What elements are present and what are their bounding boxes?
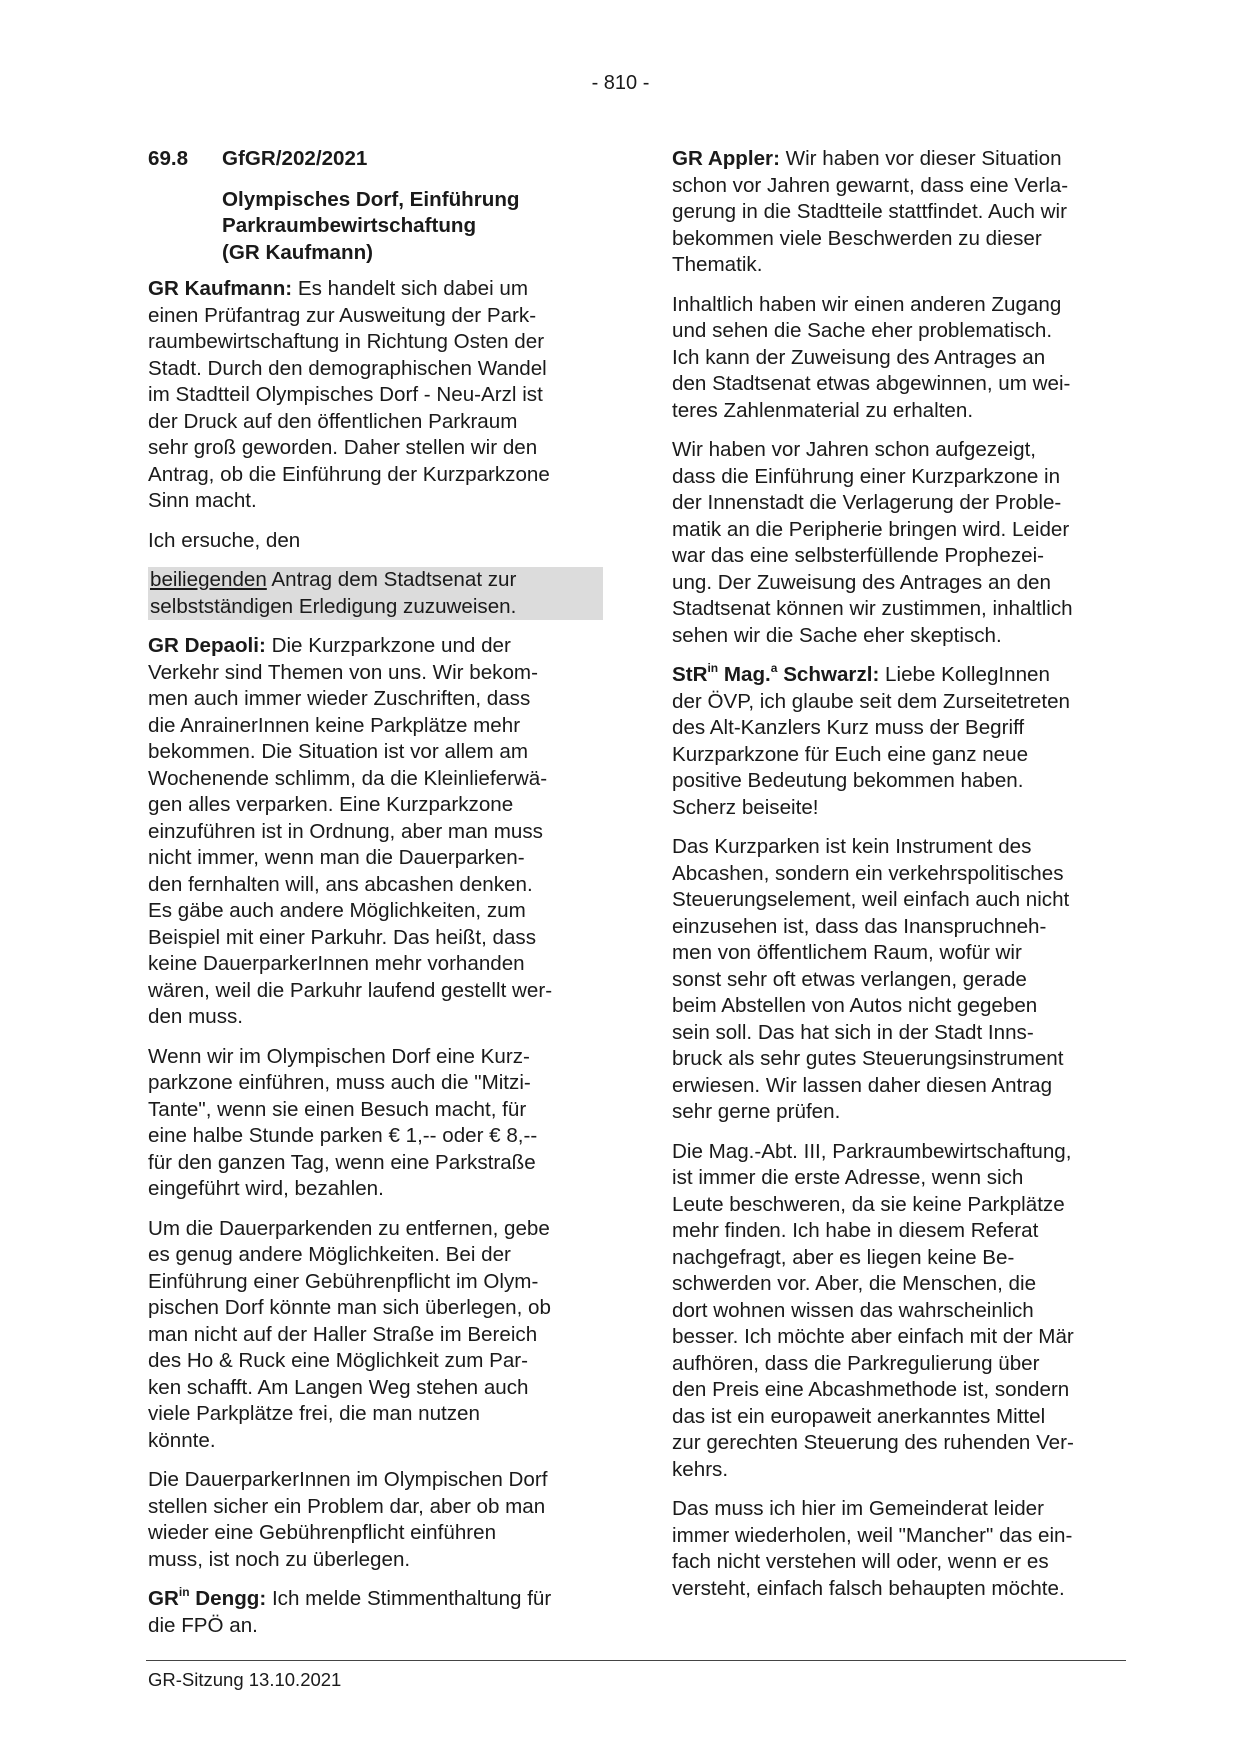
agenda-number: 69.8 (148, 147, 189, 170)
page-number: - 810 - (591, 72, 650, 94)
paragraph: GR Depaoli: Die Kurzparkzone und der Verkehr sind Themen von uns. Wir bekom- men auch immer wieder Zuschriften, dass die AnrainerInnen keine Parkplätze mehr bekommen. Die Situation ist vor allem am Wochenende schlimm, da die Kleinlieferwä- gen alles verparken. Eine Kurzparkzone einzuführen ist in Ordnung, aber man muss nicht immer, wenn man die Dauerparken- den fernhalten will, ans abcashen denken. Es gäbe auch andere Möglichkeiten, zum Beispiel mit einer Parkuhr. Das heißt, dass keine DauerparkerInnen mehr vorhanden wären, weil die Parkuhr laufend gestellt wer- den muss. (148, 634, 553, 1028)
speaker-name: GR Appler: (672, 147, 780, 170)
paragraph: GR Kaufmann: Es handelt sich dabei um einen Prüfantrag zur Ausweitung der Park- raumbewirtschaftung in Richtung Osten der Stadt. Durch den demographischen Wandel im Stadtteil Olympisches Dorf - Neu-Arzl ist der Druck auf den öffentlichen Parkraum sehr groß geworden. Daher stellen wir den Antrag, ob die Einführung der Kurzparkzone Sinn macht. (148, 277, 550, 512)
right-column (672, 146, 1127, 1615)
motion-highlight: beiliegenden Antrag dem Stadtsenat zur selbstständigen Erledigung zuzuweisen. (148, 567, 603, 620)
paragraph: Um die Dauerparkenden zu entfernen, gebe es genug andere Möglichkeiten. Bei der Einführung einer Gebührenpflicht im Olym- pischen Dorf könnte man sich überlegen, ob man nicht auf der Haller Straße im Bereich des Ho & Ruck eine Möglichkeit zum Par- ken schafft. Am Langen Weg stehen auch viele Parkplätze frei, die man nutzen könnte. (148, 1216, 551, 1452)
agenda-item-header (148, 146, 603, 173)
paragraph: Die Mag.-Abt. III, Parkraumbewirtschaftung, ist immer die erste Adresse, wenn sich Leute beschweren, da sie keine Parkplätze mehr finden. Ich habe in diesem Referat nachgefragt, aber es liegen keine Be- schwerden vor. Aber, die Menschen, die dort wohnen wissen das wahrscheinlich besser. Ich möchte aber einfach mit der Mär aufhören, dass die Parkregulierung über den Preis eine Abcashmethode ist, sondern das ist ein europaweit anerkanntes Mittel zur gerechten Steuerung des ruhenden Ver- kehrs. (672, 1139, 1074, 1481)
agenda-reference: GfGR/202/2021 (222, 147, 368, 170)
paragraph: StR$^{in}$ Mag.$^a$ Schwarzl: Liebe KollegInnen der ÖVP, ich glaube seit dem Zurseitetreten des Alt-Kanzlers Kurz muss der Begriff Kurzparkzone für Euch eine ganz neue positive Bedeutung bekommen haben. Scherz beiseite! (672, 661, 1070, 819)
paragraph: Wir haben vor Jahren schon aufgezeigt, dass die Einführung einer Kurzparkzone in der Innenstadt die Verlagerung der Proble- matik an die Peripherie bringen wird. Leider war das eine selbsterfüllende Prophezei- ung. Der Zuweisung des Antrages an den Stadtsenat können wir zustimmen, inhaltlich sehen wir die Sache eher skeptisch. (672, 438, 1073, 647)
attachment-link[interactable]: beiliegenden (150, 568, 267, 591)
speaker-name: $GR^{in}$ Dengg: (148, 1585, 267, 1610)
agenda-title: Olympisches Dorf, Einführung Parkraumbewirtschaftung (GR Kaufmann) (222, 187, 520, 264)
speaker-name: GR Depaoli: (148, 634, 266, 657)
speaker-name: GR Kaufmann: (148, 277, 293, 300)
paragraph: Das muss ich hier im Gemeinderat leider immer wiederholen, weil "Mancher" das ein- fach nicht verstehen will oder, wenn er es versteht, einfach falsch behaupten möchte. (672, 1497, 1073, 1600)
paragraph: GR Appler: Wir haben vor dieser Situation schon vor Jahren gewarnt, dass eine Verla- gerung in die Stadtteile stattfindet. Auch wir bekommen viele Beschwerden zu dieser Thematik. (672, 147, 1069, 276)
footer-divider (146, 1660, 1126, 1661)
left-column (148, 146, 603, 1652)
paragraph: Inhaltlich haben wir einen anderen Zugang und sehen die Sache eher problematisch. Ich kann der Zuweisung des Antrages an den Stadtsenat etwas abgewinnen, um wei- teres Zahlenmaterial zu erhalten. (672, 292, 1071, 422)
paragraph: Das Kurzparken ist kein Instrument des Abcashen, sondern ein verkehrspolitisches Steuerungselement, weil einfach auch nicht einzusehen ist, dass das Inanspruchneh- men von öffentlichem Raum, wofür wir sonst sehr oft etwas verlangen, gerade beim Abstellen von Autos nicht gegeben sein soll. Das hat sich in der Stadt Inns- bruck als sehr gutes Steuerungsinstrument erwiesen. Wir lassen daher diesen Antrag sehr gerne prüfen. (672, 835, 1070, 1123)
speaker-name: StR$^{in}$ Mag.$^a$ Schwarzl: (672, 661, 880, 686)
paragraph: $GR^{in}$ Dengg: Ich melde Stimmenthaltung für die FPÖ an. (148, 1585, 552, 1637)
footer-text: GR-Sitzung 13.10.2021 (148, 1669, 342, 1690)
paragraph: Wenn wir im Olympischen Dorf eine Kurz- parkzone einführen, muss auch die "Mitzi- Tante", wenn sie einen Besuch macht, für eine halbe Stunde parken € 1,-- oder € 8,-- für den ganzen Tag, wenn eine Parkstraße eingeführt wird, bezahlen. (148, 1044, 538, 1200)
paragraph: Die DauerparkerInnen im Olympischen Dorf stellen sicher ein Problem dar, aber ob man wieder eine Gebührenpflicht einführen muss, ist noch zu überlegen. (148, 1468, 548, 1571)
paragraph: Ich ersuche, den (148, 528, 301, 552)
